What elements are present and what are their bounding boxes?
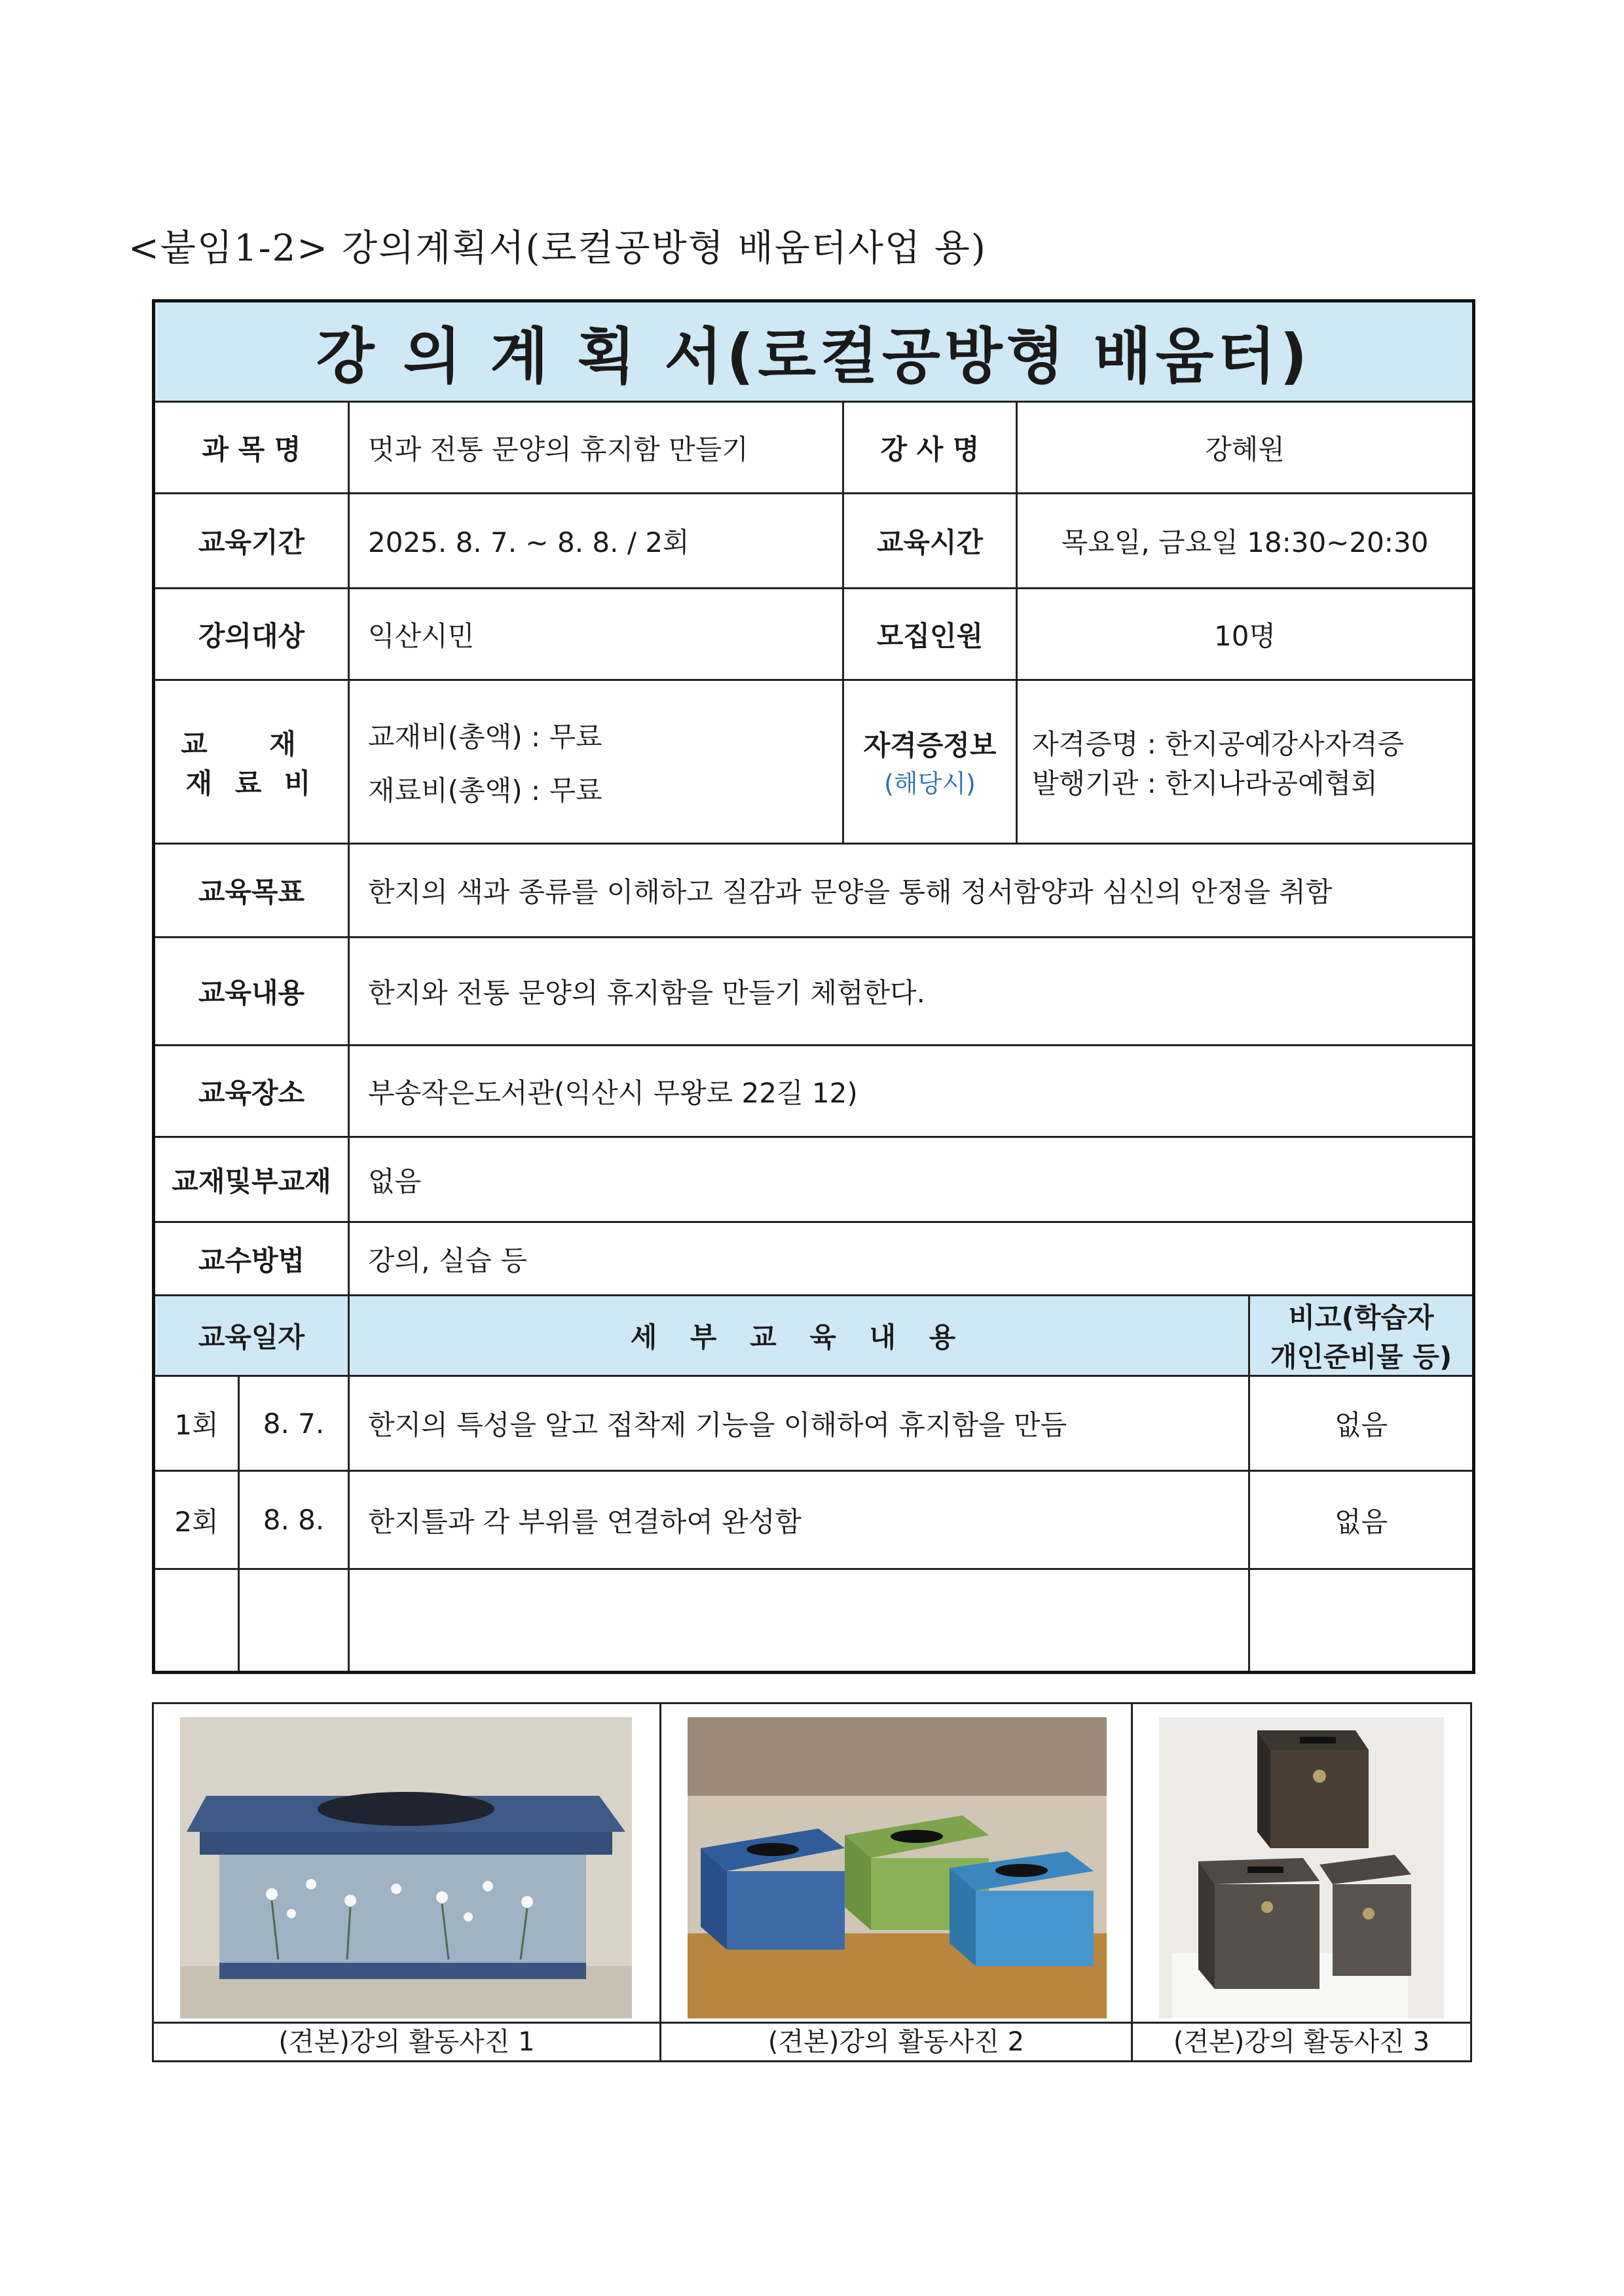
photo-panel	[661, 1704, 1133, 2060]
schedule-date-header: 교육일자	[154, 1296, 349, 1376]
photo-gallery	[152, 1702, 1472, 2062]
session-note: 없음	[1249, 1471, 1474, 1569]
table-row	[154, 1376, 1474, 1471]
session-detail: 한지틀과 각 부위를 연결하여 완성함	[349, 1471, 1249, 1569]
session-note: 없음	[1249, 1376, 1474, 1471]
schedule-note-header-line2: 개인준비물 등)	[1270, 1341, 1452, 1373]
textbook-label: 교재및부교재	[154, 1137, 349, 1222]
attachment-title: <붙임1-2> 강의계획서(로컬공방형 배움터사업 용)	[128, 227, 987, 270]
session-number	[154, 1569, 239, 1673]
goal-value: 한지의 색과 종류를 이해하고 질감과 문양을 통해 정서함양과 심신의 안정을 취함	[349, 844, 1474, 938]
material-value-line1: 교재비(총액) : 무료	[368, 720, 602, 753]
sample-photo-3	[1159, 1717, 1444, 2018]
instructor-label: 강 사 명	[843, 402, 1017, 494]
schedule-note-header-line1: 비고(학습자	[1288, 1302, 1434, 1334]
session-number: 2회	[154, 1471, 239, 1569]
time-value: 목요일, 금요일 18:30~20:30	[1017, 494, 1474, 589]
instructor-value: 강혜원	[1017, 402, 1474, 494]
textbook-value: 없음	[349, 1137, 1474, 1222]
content-label: 교육내용	[154, 938, 349, 1046]
lecture-plan-table	[152, 299, 1475, 1674]
place-label: 교육장소	[154, 1046, 349, 1137]
goal-label: 교육목표	[154, 844, 349, 938]
photo-caption-3: (견본)강의 활동사진 3	[1133, 2022, 1470, 2060]
photo-caption-2: (견본)강의 활동사진 2	[661, 2022, 1131, 2060]
table-row	[154, 1569, 1474, 1673]
sample-photo-2	[688, 1717, 1107, 2018]
subject-label: 과 목 명	[154, 402, 349, 494]
cert-value-line1: 자격증명 : 한지공예강사자격증	[1032, 727, 1405, 760]
method-label: 교수방법	[154, 1222, 349, 1296]
material-value	[349, 680, 843, 844]
target-label: 강의대상	[154, 589, 349, 680]
sample-photo-1	[180, 1717, 632, 2018]
session-date	[239, 1569, 349, 1673]
capacity-label: 모집인원	[843, 589, 1017, 680]
photo-panel	[154, 1704, 661, 2060]
cert-value-line2: 발행기관 : 한지나라공예협회	[1032, 767, 1378, 799]
cert-value	[1017, 680, 1474, 844]
schedule-note-header	[1249, 1296, 1474, 1376]
method-value: 강의, 실습 등	[349, 1222, 1474, 1296]
material-label-line2: 재 료 비	[185, 767, 318, 799]
period-value: 2025. 8. 7. ~ 8. 8. / 2회	[349, 494, 843, 589]
lecture-plan-form	[152, 299, 1472, 1674]
session-date: 8. 7.	[239, 1376, 349, 1471]
session-detail: 한지의 특성을 알고 접착제 기능을 이해하여 휴지함을 만듬	[349, 1376, 1249, 1471]
schedule-detail-header: 세 부 교 육 내 용	[349, 1296, 1249, 1376]
session-date: 8. 8.	[239, 1471, 349, 1569]
cert-label-sub: (해당시)	[884, 769, 976, 798]
place-value: 부송작은도서관(익산시 무왕로 22길 12)	[349, 1046, 1474, 1137]
period-label: 교육기간	[154, 494, 349, 589]
cert-label	[843, 680, 1017, 844]
content-value: 한지와 전통 문양의 휴지함을 만들기 체험한다.	[349, 938, 1474, 1046]
cert-label-main: 자격증정보	[863, 729, 997, 761]
session-note	[1249, 1569, 1474, 1673]
capacity-value: 10명	[1017, 589, 1474, 680]
material-label	[154, 680, 349, 844]
document-title: 강 의 계 획 서(로컬공방형 배움터)	[154, 301, 1474, 402]
photo-panel	[1133, 1704, 1470, 2060]
session-detail	[349, 1569, 1249, 1673]
subject-value: 멋과 전통 문양의 휴지함 만들기	[349, 402, 843, 494]
table-row	[154, 1471, 1474, 1569]
session-number: 1회	[154, 1376, 239, 1471]
target-value: 익산시민	[349, 589, 843, 680]
material-value-line2: 재료비(총액) : 무료	[368, 774, 602, 807]
time-label: 교육시간	[843, 494, 1017, 589]
material-label-line1: 교 재	[181, 727, 322, 760]
photo-caption-1: (견본)강의 활동사진 1	[154, 2022, 659, 2060]
